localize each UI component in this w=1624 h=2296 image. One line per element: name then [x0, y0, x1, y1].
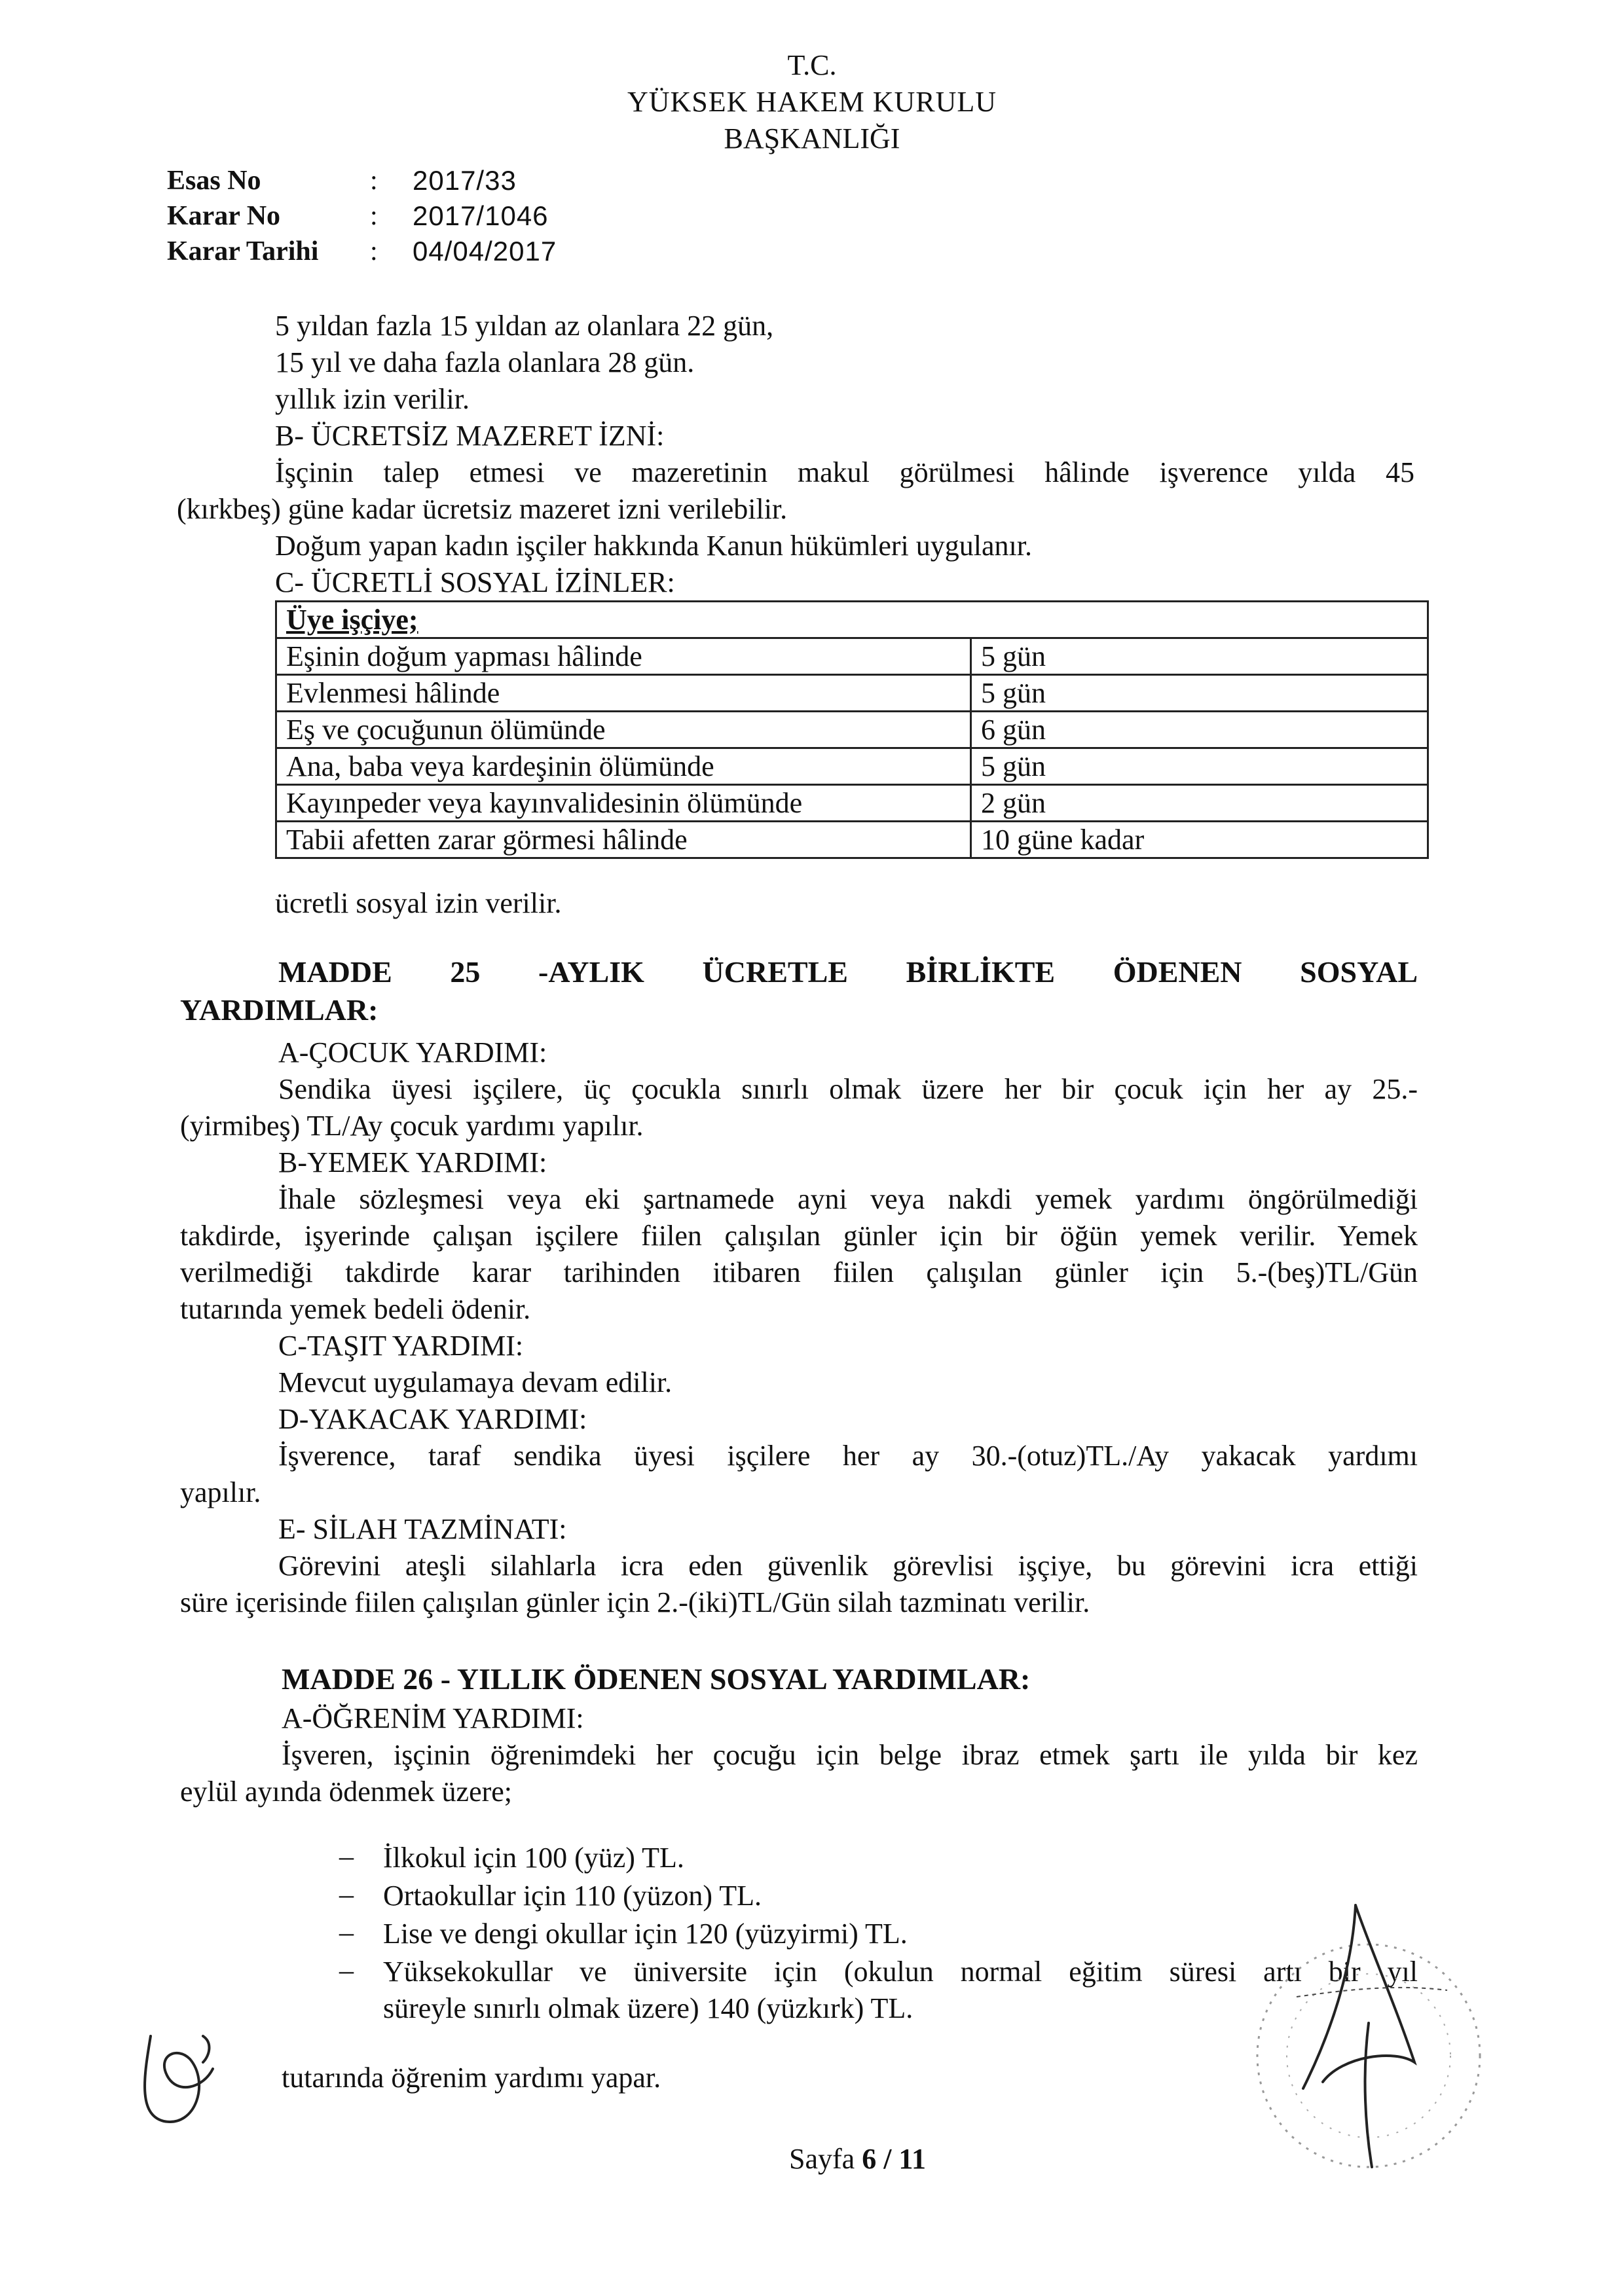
- signature-stamp-icon: [1198, 1892, 1513, 2193]
- yemek-line-3: verilmediği takdirde karar tarihinden itibaren fiilen çalışılan günler için 5.-(beş)TL/Gün: [180, 1256, 1418, 1288]
- yillik-line-3: yıllık izin verilir.: [275, 383, 470, 415]
- tarih-value: 04/04/2017: [413, 236, 557, 266]
- table-row: [276, 638, 1428, 675]
- leave-days: 5 gün: [971, 748, 1428, 785]
- header-tc: T.C.: [787, 49, 837, 81]
- header-presidency: BAŞKANLIĞI: [724, 122, 900, 155]
- madde-25-title: MADDE 25 -AYLIK ÜCRETLE BİRLİKTE ÖDENEN SOSYAL: [278, 955, 1418, 989]
- tasit-heading: C-TAŞIT YARDIMI:: [278, 1330, 524, 1362]
- ucretli-izin-table: [275, 600, 1429, 859]
- ucretsiz-paragraph-1-cont: (kırkbeş) güne kadar ücretsiz mazeret izni verilebilir.: [177, 493, 788, 525]
- list-item: Ortaokullar için 110 (yüzon) TL.: [383, 1880, 762, 1912]
- list-item: İlkokul için 100 (yüz) TL.: [383, 1842, 684, 1874]
- list-item-cont: süreyle sınırlı olmak üzere) 140 (yüzkırk) TL.: [383, 1992, 913, 2024]
- bullet-dash: –: [339, 1878, 354, 1910]
- yemek-line-2: takdirde, işyerinde çalışan işçilere fiilen çalışılan günler için bir öğün yemek verilir. Yemek: [180, 1220, 1418, 1252]
- silah-heading: E- SİLAH TAZMİNATI:: [278, 1513, 567, 1545]
- handwritten-initial-icon: [105, 1997, 255, 2147]
- ucretsiz-heading: B- ÜCRETSİZ MAZERET İZNİ:: [275, 420, 665, 452]
- ucretli-footer: ücretli sosyal izin verilir.: [275, 887, 562, 919]
- leave-days: 5 gün: [971, 638, 1428, 675]
- yemek-heading: B-YEMEK YARDIMI:: [278, 1146, 547, 1178]
- madde-25-title-cont: YARDIMLAR:: [180, 993, 378, 1027]
- bullet-dash: –: [339, 1954, 354, 1986]
- list-item: Lise ve dengi okullar için 120 (yüzyirmi) TL.: [383, 1918, 908, 1950]
- yillik-line-2: 15 yıl ve daha fazla olanlara 28 gün.: [275, 346, 695, 378]
- table-row: [276, 785, 1428, 822]
- ucretsiz-paragraph-1: İşçinin talep etmesi ve mazeretinin makul görülmesi hâlinde işverence yılda 45: [275, 456, 1414, 488]
- table-header-cell: Üye işçiye;: [276, 602, 1428, 638]
- yemek-line-1: İhale sözleşmesi veya eki şartnamede ayni veya nakdi yemek yardımı öngörülmediği: [278, 1183, 1418, 1215]
- leave-days: 6 gün: [971, 712, 1428, 748]
- table-row: [276, 822, 1428, 858]
- bullet-dash: –: [339, 1916, 354, 1948]
- ucretsiz-paragraph-2: Doğum yapan kadın işçiler hakkında Kanun hükümleri uygulanır.: [275, 530, 1032, 562]
- table-header-row: [276, 602, 1428, 638]
- table-row: [276, 675, 1428, 712]
- list-item: Yüksekokullar ve üniversite için (okulun normal eğitim süresi artı bir yıl: [383, 1956, 1418, 1988]
- leave-case: Tabii afetten zarar görmesi hâlinde: [276, 822, 971, 858]
- bullet-dash: –: [339, 1840, 354, 1872]
- header-institution: YÜKSEK HAKEM KURULU: [627, 86, 997, 118]
- esas-label: Esas No: [167, 166, 261, 196]
- yakacak-line-2: yapılır.: [180, 1476, 261, 1508]
- tasit-line-1: Mevcut uygulamaya devam edilir.: [278, 1366, 673, 1398]
- ogrenim-line-2: eylül ayında ödenmek üzere;: [180, 1776, 513, 1808]
- page-prefix: Sayfa: [789, 2143, 855, 2175]
- yakacak-heading: D-YAKACAK YARDIMI:: [278, 1403, 587, 1435]
- page-number: [789, 2141, 926, 2178]
- karar-label: Karar No: [167, 201, 281, 231]
- karar-colon: :: [370, 201, 378, 231]
- ogrenim-line-1: İşveren, işçinin öğrenimdeki her çocuğu için belge ibraz etmek şartı ile yılda bir kez: [282, 1739, 1418, 1771]
- silah-line-2: süre içerisinde fiilen çalışılan günler için 2.-(iki)TL/Gün silah tazminatı verilir.: [180, 1586, 1090, 1618]
- table-row: [276, 748, 1428, 785]
- tarih-colon: :: [370, 236, 378, 266]
- leave-case: Eş ve çocuğunun ölümünde: [276, 712, 971, 748]
- ogrenim-heading: A-ÖĞRENİM YARDIMI:: [282, 1702, 584, 1734]
- leave-days: 10 güne kadar: [971, 822, 1428, 858]
- leave-days: 2 gün: [971, 785, 1428, 822]
- karar-value: 2017/1046: [413, 200, 549, 231]
- cocuk-heading: A-ÇOCUK YARDIMI:: [278, 1036, 547, 1068]
- madde-26-title: MADDE 26 - YILLIK ÖDENEN SOSYAL YARDIMLAR:: [282, 1662, 1031, 1696]
- silah-line-1: Görevini ateşli silahlarla icra eden güvenlik görevlisi işçiye, bu görevini icra ettiği: [278, 1550, 1418, 1582]
- leave-case: Eşinin doğum yapması hâlinde: [276, 638, 971, 675]
- yillik-line-1: 5 yıldan fazla 15 yıldan az olanlara 22 gün,: [275, 310, 774, 342]
- leave-days: 5 gün: [971, 675, 1428, 712]
- tarih-label: Karar Tarihi: [167, 236, 319, 266]
- yakacak-line-1: İşverence, taraf sendika üyesi işçilere her ay 30.-(otuz)TL./Ay yakacak yardımı: [278, 1440, 1418, 1472]
- leave-case: Evlenmesi hâlinde: [276, 675, 971, 712]
- table-row: [276, 712, 1428, 748]
- leave-case: Kayınpeder veya kayınvalidesinin ölümünde: [276, 785, 971, 822]
- cocuk-line-2: (yirmibeş) TL/Ay çocuk yardımı yapılır.: [180, 1110, 644, 1142]
- esas-value: 2017/33: [413, 165, 517, 196]
- leave-case: Ana, baba veya kardeşinin ölümünde: [276, 748, 971, 785]
- cocuk-line-1: Sendika üyesi işçilere, üç çocukla sınırlı olmak üzere her bir çocuk için her ay 25.-: [278, 1073, 1418, 1105]
- ucretli-heading: C- ÜCRETLİ SOSYAL İZİNLER:: [275, 566, 675, 598]
- esas-colon: :: [370, 166, 378, 196]
- yemek-line-4: tutarında yemek bedeli ödenir.: [180, 1293, 531, 1325]
- page-value: 6 / 11: [862, 2143, 926, 2175]
- ogrenim-closing: tutarında öğrenim yardımı yapar.: [282, 2062, 661, 2094]
